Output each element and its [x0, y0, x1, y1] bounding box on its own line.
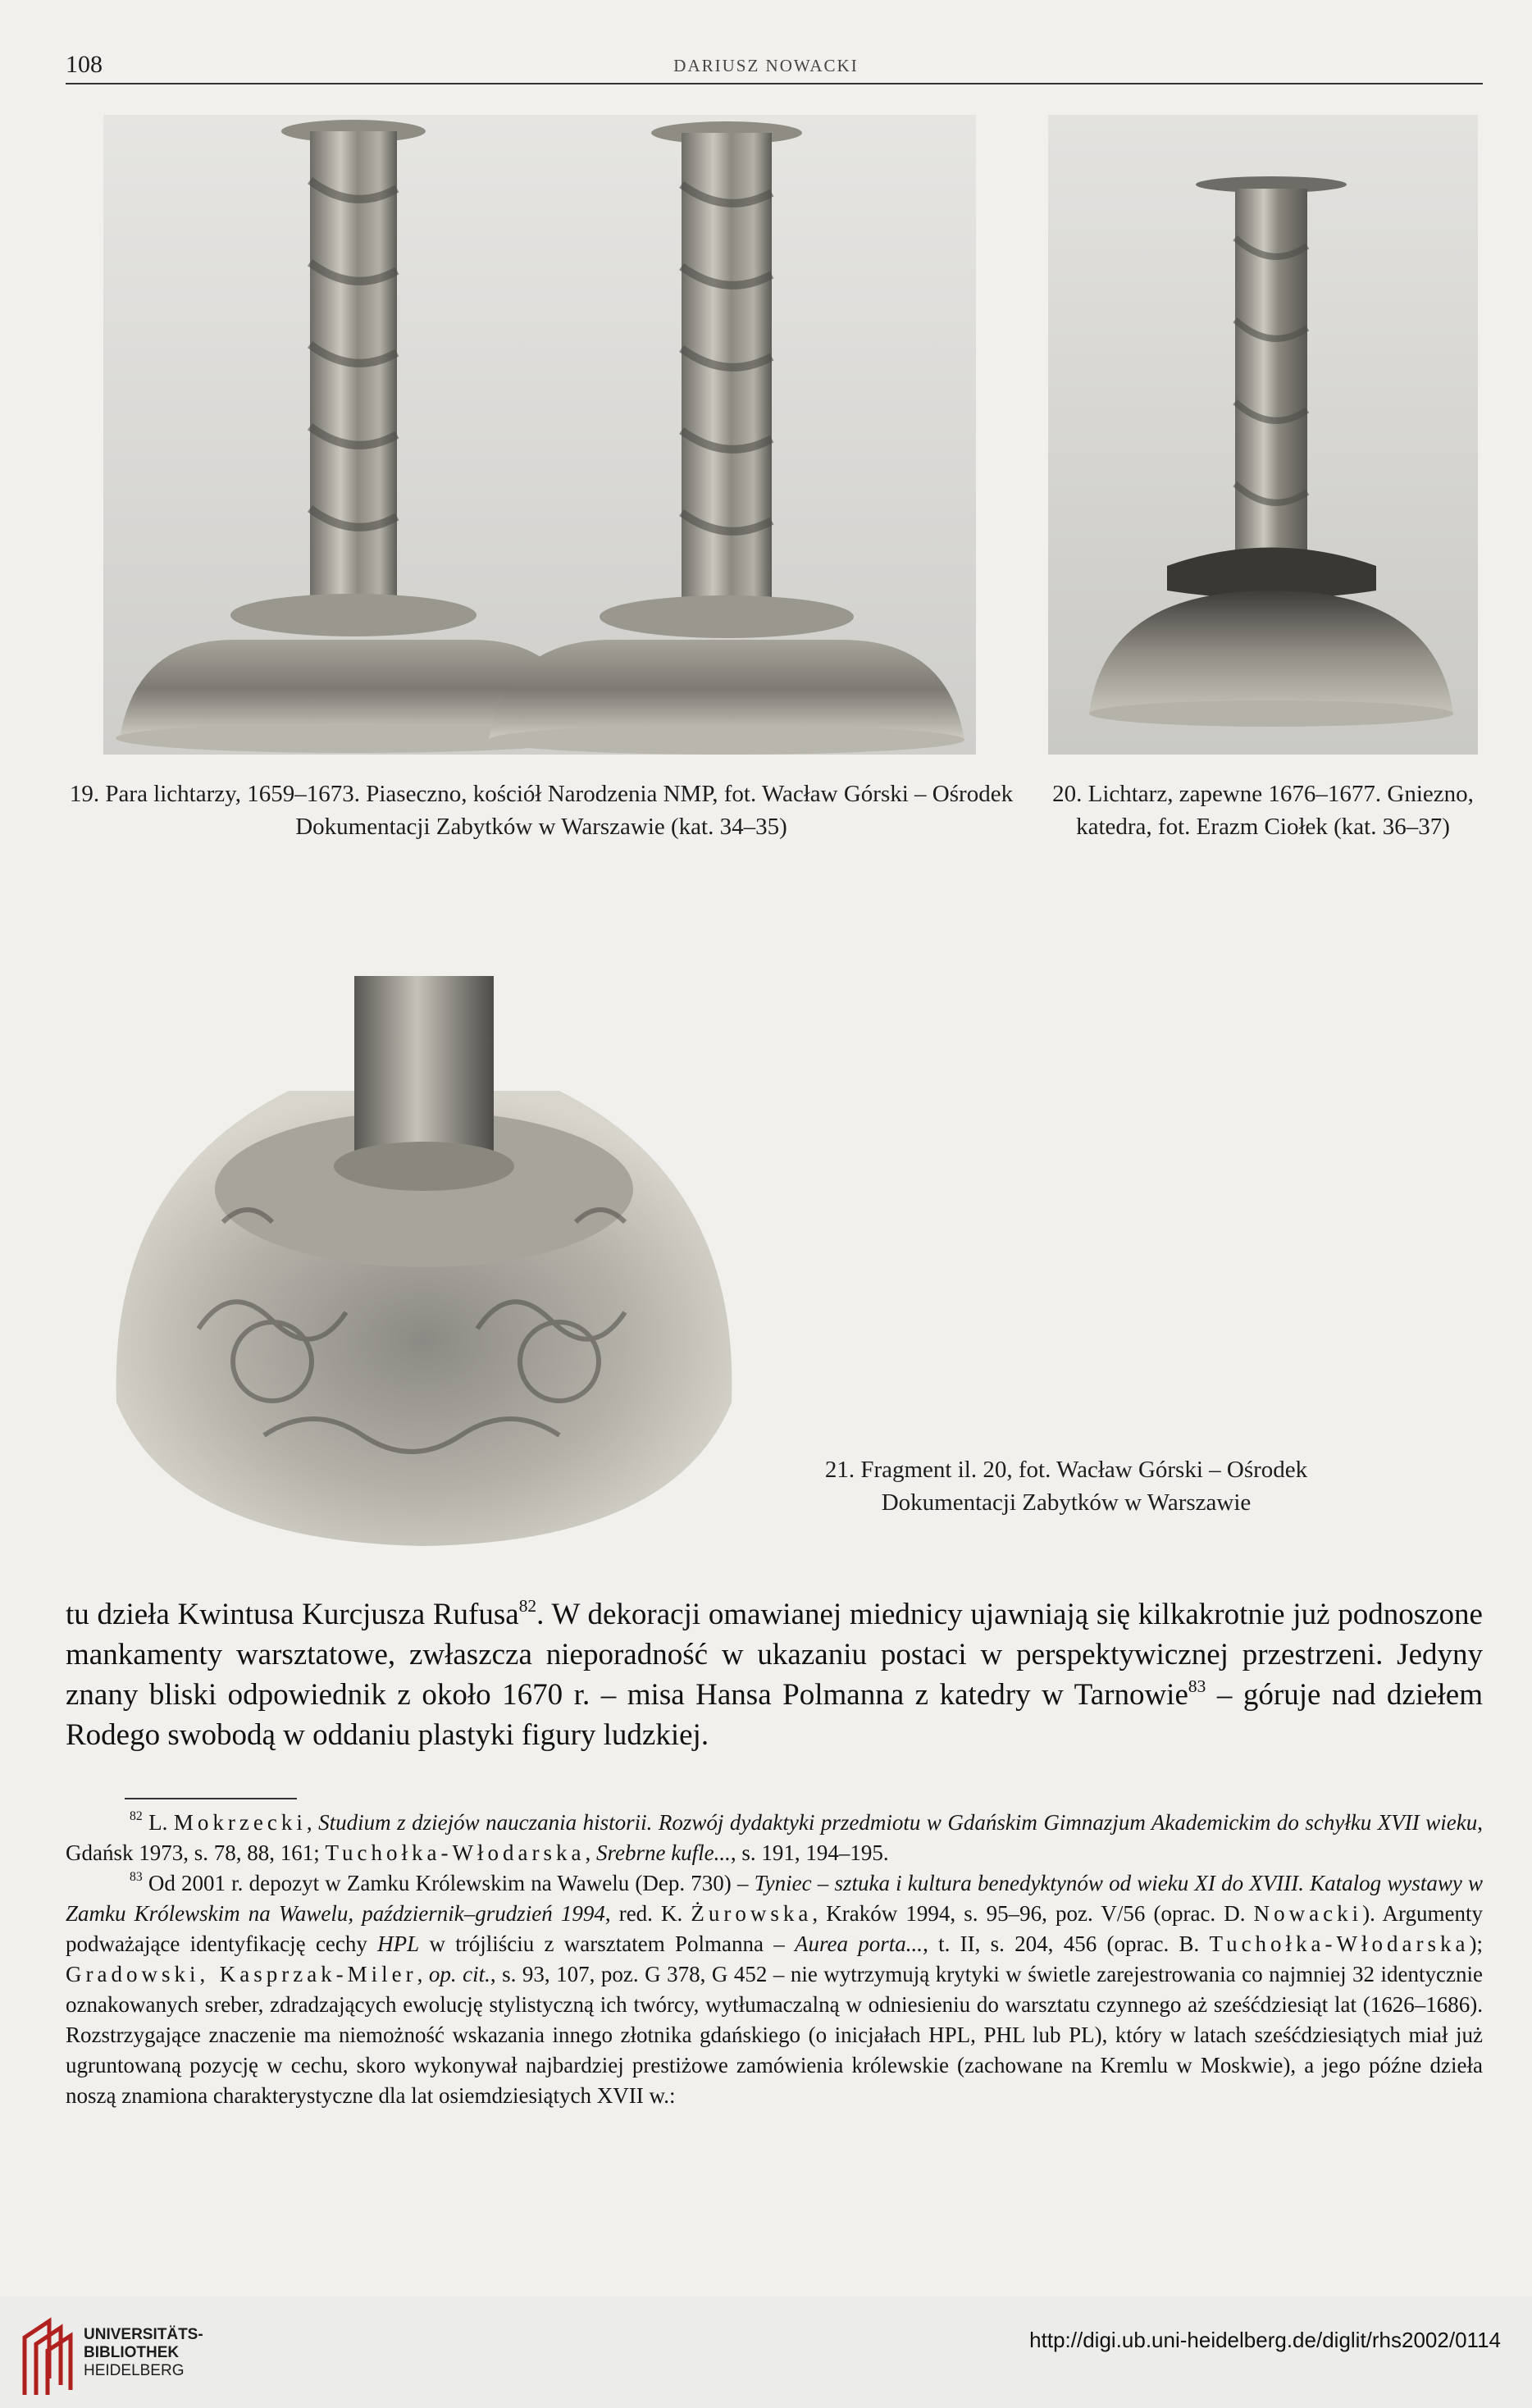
footnote-text: ,: [585, 1840, 596, 1865]
footnote-text: ,: [417, 1962, 429, 1986]
figure-21-caption: 21. Fragment il. 20, fot. Wacław Górski – Ośrodek Dokumentacji Zabytków w Warszawie: [824, 1457, 1308, 1516]
body-text-part3: – góruje nad dziełem Rodego swobodą w oddaniu plastyki figury ludzkiej.: [66, 1678, 1483, 1752]
footnote-number: 83: [130, 1870, 143, 1885]
footnote-author: Tuchołka-Włodarska: [1209, 1931, 1470, 1956]
header-rule: [66, 83, 1483, 84]
footnote-author: Gradowski, Kasprzak-Miler: [66, 1962, 417, 1986]
footnote-text: , s. 191, 194–195.: [730, 1840, 889, 1865]
footnote-author: Tuchołka-Włodarska: [325, 1840, 586, 1865]
footnote-author: Mokrzecki: [173, 1810, 307, 1835]
footnote-mark: HPL: [377, 1931, 420, 1956]
footnote-text: , s. 93, 107, poz. G 378, G 452 – nie wytrzymują krytyki w świetle zarejestrowania co najmniej 32 identycznie oznakowanych sreber, zdradzających ewolucję stylistyczną ich twórcy, wytłumaczalną w odniesieniu do warsztatu czynnego aż sześćdziesiąt lat (1626–1686). Rozstrzygające znaczenie ma niemożność wskazania innego złotnika gdańskiego (o inicjałach HPL, PHL lub PL), który w latach sześćdziesiątych miał już ugruntowaną pozycję w cechu, skoro wykonywał najbardziej prestiżowe zamówienia królewskie (zachowane na Kremlu w Moskwie), a jego późne dzieła noszą znamiona charakterystyczne dla lat osiemdziesiątych XVII w.:: [66, 1962, 1483, 2108]
figure-21-photo: [100, 976, 748, 1550]
library-name-line1: UNIVERSITÄTS-: [84, 2326, 203, 2343]
footnote-text: ,: [306, 1810, 319, 1835]
footnote-text: , t. II, s. 204, 456 (oprac. B.: [923, 1931, 1210, 1956]
footnote-number: 82: [130, 1809, 143, 1824]
footnote-text: w trójliściu z warsztatem Polmanna –: [419, 1931, 796, 1956]
footnote-82: [66, 1808, 1483, 1868]
footnote-text: , Kraków 1994, s. 95–96, poz. V/56 (oprac. D.: [812, 1901, 1254, 1926]
figure-19-caption: 19. Para lichtarzy, 1659–1673. Piaseczno, kościół Narodzenia NMP, fot. Wacław Górski – Ośrodek Dokumentacji Zabytków w Warszawie (kat. 34–35): [69, 781, 1014, 840]
footnote-83: [66, 1868, 1483, 2111]
footnote-text: Od 2001 r. depozyt w Zamku Królewskim na Wawelu (Dep. 730) –: [142, 1871, 755, 1895]
library-name-line2: BIBLIOTHEK: [84, 2344, 180, 2361]
library-logo-icon: [16, 2305, 77, 2400]
footnote-text: ). Argumenty podważające identyfikację cechy: [66, 1901, 1483, 1956]
body-text-part2: . W dekoracji omawianej miednicy ujawniają się kilkakrotnie już podnoszone mankamenty warsztatowe, zwłaszcza nieporadność w ukazaniu postaci w perspektywicznej przestrzeni. Jedyny znany bliski odpowiednik z około 1670 r. – misa Hansa Polmanna z katedry w Tarnowie: [66, 1598, 1483, 1712]
footnote-title: Srebrne kufle...: [595, 1840, 731, 1865]
footnotes: [66, 1808, 1483, 2111]
figure-19-photo: [103, 115, 976, 755]
footnote-author: Żurowska: [691, 1901, 813, 1926]
footnote-text: , Gdańsk 1973, s. 78, 88, 161;: [66, 1810, 1484, 1865]
source-url-link[interactable]: http://digi.ub.uni-heidelberg.de/diglit/rhs2002/0114: [1029, 2328, 1501, 2352]
footnote-title: Studium z dziejów nauczania historii. Rozwój dydaktyki przedmiotu w Gdańskim Gimnazjum Akademickim do schyłku XVII wieku: [318, 1810, 1478, 1835]
body-paragraph: [66, 1594, 1483, 1755]
body-text-part1: tu dzieła Kwintusa Kurcjusza Rufusa: [66, 1598, 519, 1631]
footnote-ref-82[interactable]: 82: [518, 1595, 537, 1616]
library-name-line3: HEIDELBERG: [84, 2362, 185, 2379]
figure-20-photo: [1048, 115, 1478, 755]
footnote-rule: [125, 1798, 297, 1799]
footnote-title: Tyniec – sztuka i kultura benedyktynów od wieku XI do XVIII. Katalog wystawy w Zamku Królewskim na Wawelu, październik–grudzień 1994: [66, 1871, 1484, 1926]
footnote-title: Aurea porta...: [795, 1931, 923, 1956]
footnote-text: L.: [142, 1810, 174, 1835]
figure-20-caption: 20. Lichtarz, zapewne 1676–1677. Gniezno, katedra, fot. Erazm Ciołek (kat. 36–37): [1052, 781, 1474, 840]
footnote-text: , red. K.: [604, 1901, 691, 1926]
footnote-text: );: [1469, 1931, 1483, 1956]
footnote-opcit: op. cit.: [428, 1962, 490, 1986]
footnote-ref-83[interactable]: 83: [1188, 1676, 1206, 1696]
running-title: DARIUSZ NOWACKI: [673, 56, 859, 75]
page-number: 108: [66, 51, 103, 78]
footnote-author: Nowacki: [1253, 1901, 1363, 1926]
library-name: [84, 2326, 203, 2380]
